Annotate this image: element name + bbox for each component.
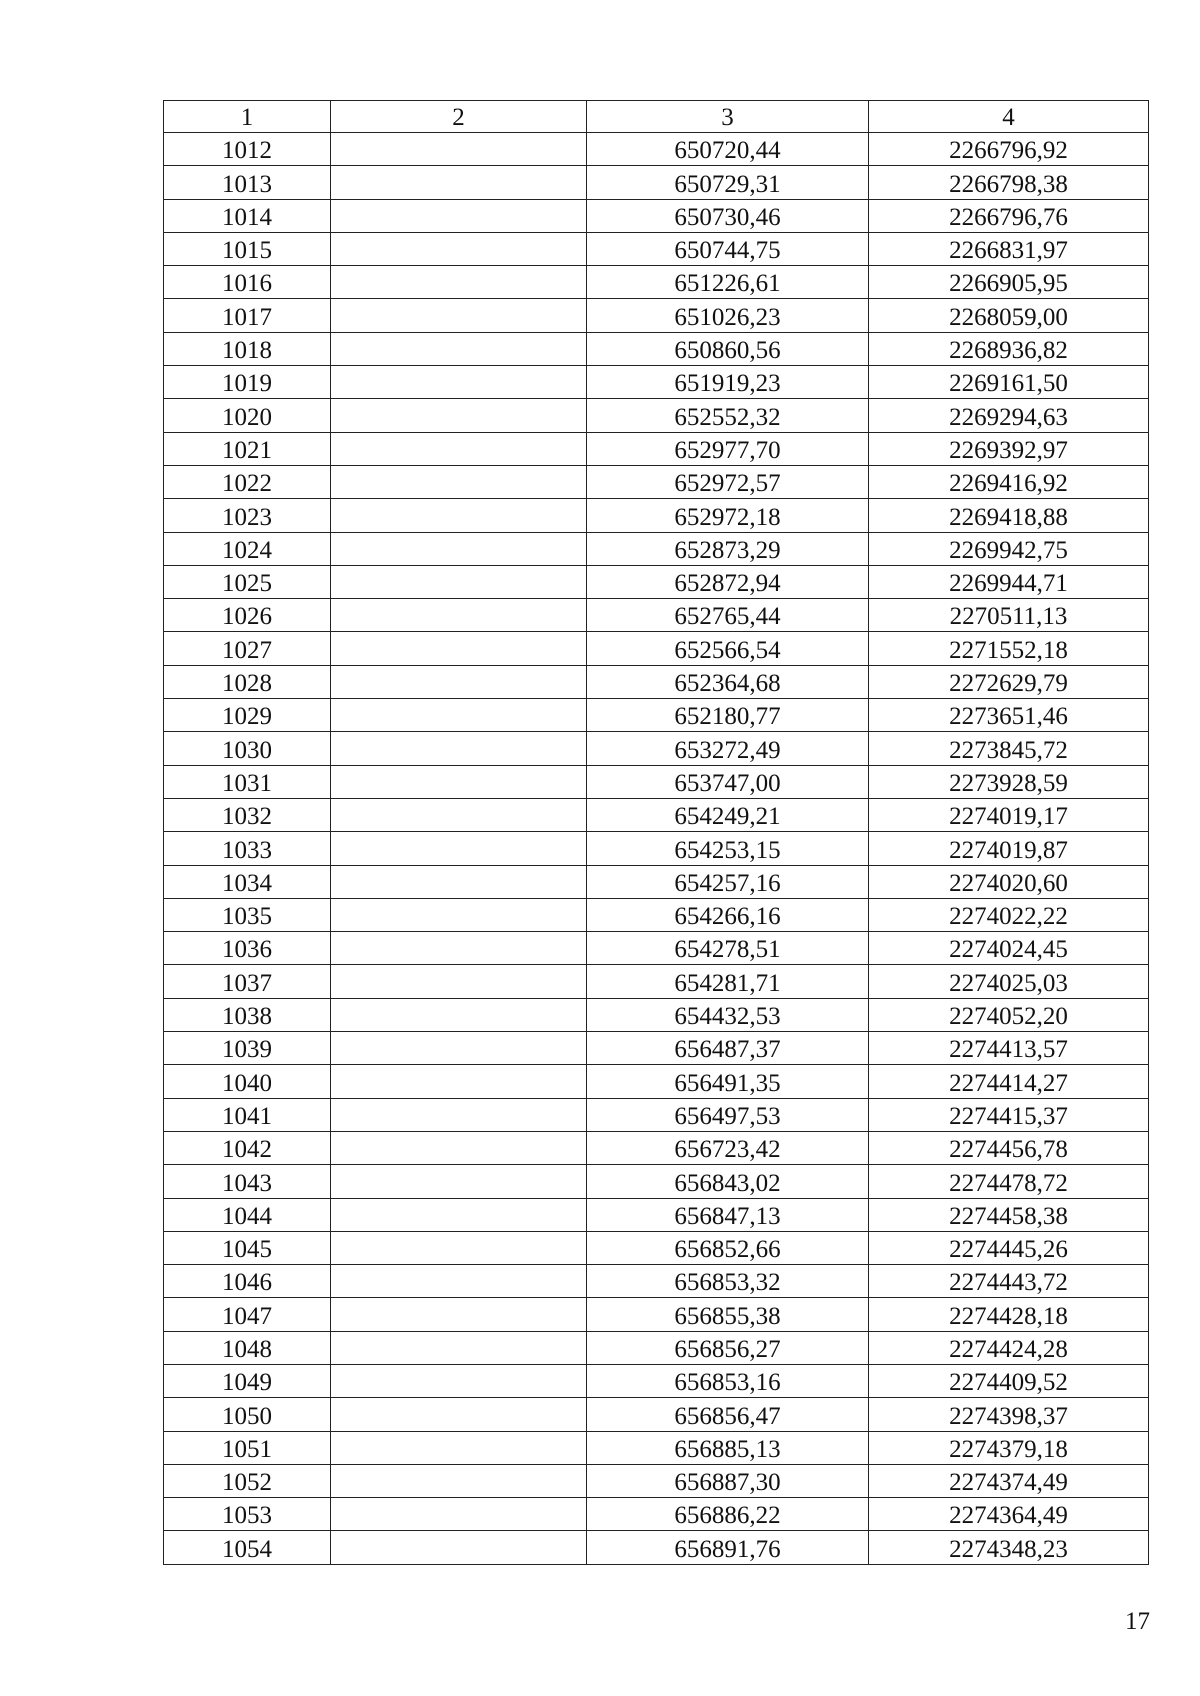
point-number-cell: 1031 (164, 765, 331, 798)
table-row (164, 465, 1149, 498)
x-coordinate-cell: 654257,16 (587, 865, 869, 898)
table-row (164, 632, 1149, 665)
y-coordinate-cell: 2270511,13 (869, 599, 1149, 632)
y-coordinate-cell: 2274409,52 (869, 1364, 1149, 1397)
table-row (164, 133, 1149, 166)
empty-cell (331, 898, 587, 931)
empty-cell (331, 565, 587, 598)
y-coordinate-cell: 2274456,78 (869, 1131, 1149, 1164)
header-row (164, 101, 1149, 133)
empty-cell (331, 1298, 587, 1331)
y-coordinate-cell: 2273928,59 (869, 765, 1149, 798)
page-number: 17 (1125, 1608, 1150, 1635)
x-coordinate-cell: 656497,53 (587, 1098, 869, 1131)
point-number-cell: 1052 (164, 1464, 331, 1497)
table-header (164, 101, 1149, 133)
x-coordinate-cell: 656487,37 (587, 1032, 869, 1065)
empty-cell (331, 299, 587, 332)
empty-cell (331, 1198, 587, 1231)
table-row (164, 1531, 1149, 1564)
x-coordinate-cell: 651919,23 (587, 366, 869, 399)
empty-cell (331, 832, 587, 865)
x-coordinate-cell: 654278,51 (587, 932, 869, 965)
x-coordinate-cell: 656887,30 (587, 1464, 869, 1497)
x-coordinate-cell: 654253,15 (587, 832, 869, 865)
x-coordinate-cell: 650729,31 (587, 166, 869, 199)
y-coordinate-cell: 2271552,18 (869, 632, 1149, 665)
point-number-cell: 1053 (164, 1498, 331, 1531)
y-coordinate-cell: 2269942,75 (869, 532, 1149, 565)
y-coordinate-cell: 2269161,50 (869, 366, 1149, 399)
x-coordinate-cell: 650860,56 (587, 332, 869, 365)
table-row (164, 1464, 1149, 1497)
column-header-2: 2 (331, 101, 587, 133)
point-number-cell: 1047 (164, 1298, 331, 1331)
empty-cell (331, 798, 587, 831)
point-number-cell: 1022 (164, 465, 331, 498)
x-coordinate-cell: 656491,35 (587, 1065, 869, 1098)
x-coordinate-cell: 656855,38 (587, 1298, 869, 1331)
y-coordinate-cell: 2274364,49 (869, 1498, 1149, 1531)
point-number-cell: 1018 (164, 332, 331, 365)
table-row (164, 798, 1149, 831)
table-row (164, 832, 1149, 865)
x-coordinate-cell: 652972,57 (587, 465, 869, 498)
point-number-cell: 1035 (164, 898, 331, 931)
x-coordinate-cell: 656843,02 (587, 1165, 869, 1198)
point-number-cell: 1040 (164, 1065, 331, 1098)
empty-cell (331, 332, 587, 365)
empty-cell (331, 199, 587, 232)
x-coordinate-cell: 656852,66 (587, 1231, 869, 1264)
x-coordinate-cell: 656723,42 (587, 1131, 869, 1164)
point-number-cell: 1046 (164, 1265, 331, 1298)
point-number-cell: 1033 (164, 832, 331, 865)
y-coordinate-cell: 2273651,46 (869, 699, 1149, 732)
y-coordinate-cell: 2274478,72 (869, 1165, 1149, 1198)
empty-cell (331, 532, 587, 565)
empty-cell (331, 998, 587, 1031)
y-coordinate-cell: 2266798,38 (869, 166, 1149, 199)
y-coordinate-cell: 2272629,79 (869, 665, 1149, 698)
y-coordinate-cell: 2274443,72 (869, 1265, 1149, 1298)
empty-cell (331, 665, 587, 698)
empty-cell (331, 1231, 587, 1264)
point-number-cell: 1049 (164, 1364, 331, 1397)
table-row (164, 1098, 1149, 1131)
y-coordinate-cell: 2274428,18 (869, 1298, 1149, 1331)
point-number-cell: 1043 (164, 1165, 331, 1198)
x-coordinate-cell: 653747,00 (587, 765, 869, 798)
empty-cell (331, 166, 587, 199)
x-coordinate-cell: 651026,23 (587, 299, 869, 332)
y-coordinate-cell: 2274415,37 (869, 1098, 1149, 1131)
point-number-cell: 1012 (164, 133, 331, 166)
point-number-cell: 1051 (164, 1431, 331, 1464)
point-number-cell: 1015 (164, 232, 331, 265)
table-row (164, 1298, 1149, 1331)
table-row (164, 199, 1149, 232)
empty-cell (331, 865, 587, 898)
table-row (164, 432, 1149, 465)
y-coordinate-cell: 2269418,88 (869, 499, 1149, 532)
table-row (164, 1431, 1149, 1464)
point-number-cell: 1020 (164, 399, 331, 432)
point-number-cell: 1036 (164, 932, 331, 965)
empty-cell (331, 432, 587, 465)
empty-cell (331, 1065, 587, 1098)
x-coordinate-cell: 652566,54 (587, 632, 869, 665)
y-coordinate-cell: 2274024,45 (869, 932, 1149, 965)
y-coordinate-cell: 2274019,87 (869, 832, 1149, 865)
y-coordinate-cell: 2274398,37 (869, 1398, 1149, 1431)
table-row (164, 932, 1149, 965)
y-coordinate-cell: 2269944,71 (869, 565, 1149, 598)
table-row (164, 1265, 1149, 1298)
y-coordinate-cell: 2274458,38 (869, 1198, 1149, 1231)
empty-cell (331, 1098, 587, 1131)
y-coordinate-cell: 2266796,92 (869, 133, 1149, 166)
y-coordinate-cell: 2269294,63 (869, 399, 1149, 432)
point-number-cell: 1041 (164, 1098, 331, 1131)
table-row (164, 299, 1149, 332)
table-row (164, 1364, 1149, 1397)
y-coordinate-cell: 2266905,95 (869, 266, 1149, 299)
x-coordinate-cell: 654281,71 (587, 965, 869, 998)
empty-cell (331, 1032, 587, 1065)
table-row (164, 565, 1149, 598)
point-number-cell: 1032 (164, 798, 331, 831)
y-coordinate-cell: 2269416,92 (869, 465, 1149, 498)
x-coordinate-cell: 652872,94 (587, 565, 869, 598)
point-number-cell: 1026 (164, 599, 331, 632)
table-row (164, 266, 1149, 299)
x-coordinate-cell: 650744,75 (587, 232, 869, 265)
coordinates-table (163, 100, 1149, 1565)
point-number-cell: 1029 (164, 699, 331, 732)
point-number-cell: 1023 (164, 499, 331, 532)
point-number-cell: 1013 (164, 166, 331, 199)
point-number-cell: 1024 (164, 532, 331, 565)
point-number-cell: 1021 (164, 432, 331, 465)
y-coordinate-cell: 2274414,27 (869, 1065, 1149, 1098)
x-coordinate-cell: 652552,32 (587, 399, 869, 432)
y-coordinate-cell: 2268936,82 (869, 332, 1149, 365)
y-coordinate-cell: 2274379,18 (869, 1431, 1149, 1464)
table-row (164, 366, 1149, 399)
table-row (164, 865, 1149, 898)
column-header-1: 1 (164, 101, 331, 133)
table-row (164, 232, 1149, 265)
empty-cell (331, 632, 587, 665)
x-coordinate-cell: 656856,27 (587, 1331, 869, 1364)
table-row (164, 732, 1149, 765)
table-row (164, 1032, 1149, 1065)
empty-cell (331, 699, 587, 732)
point-number-cell: 1028 (164, 665, 331, 698)
point-number-cell: 1017 (164, 299, 331, 332)
empty-cell (331, 232, 587, 265)
y-coordinate-cell: 2274374,49 (869, 1464, 1149, 1497)
empty-cell (331, 1531, 587, 1564)
table-row (164, 1231, 1149, 1264)
empty-cell (331, 366, 587, 399)
table-row (164, 665, 1149, 698)
empty-cell (331, 765, 587, 798)
table-row (164, 1131, 1149, 1164)
empty-cell (331, 1165, 587, 1198)
empty-cell (331, 1364, 587, 1397)
point-number-cell: 1038 (164, 998, 331, 1031)
empty-cell (331, 133, 587, 166)
y-coordinate-cell: 2274025,03 (869, 965, 1149, 998)
table-row (164, 499, 1149, 532)
empty-cell (331, 732, 587, 765)
empty-cell (331, 1131, 587, 1164)
table-row (164, 965, 1149, 998)
y-coordinate-cell: 2274348,23 (869, 1531, 1149, 1564)
x-coordinate-cell: 656856,47 (587, 1398, 869, 1431)
table-row (164, 765, 1149, 798)
x-coordinate-cell: 651226,61 (587, 266, 869, 299)
point-number-cell: 1044 (164, 1198, 331, 1231)
x-coordinate-cell: 656885,13 (587, 1431, 869, 1464)
y-coordinate-cell: 2268059,00 (869, 299, 1149, 332)
table-row (164, 166, 1149, 199)
point-number-cell: 1050 (164, 1398, 331, 1431)
table-row (164, 699, 1149, 732)
y-coordinate-cell: 2274019,17 (869, 798, 1149, 831)
y-coordinate-cell: 2266796,76 (869, 199, 1149, 232)
point-number-cell: 1016 (164, 266, 331, 299)
table-row (164, 1165, 1149, 1198)
x-coordinate-cell: 654266,16 (587, 898, 869, 931)
table-row (164, 332, 1149, 365)
x-coordinate-cell: 654432,53 (587, 998, 869, 1031)
column-header-4: 4 (869, 101, 1149, 133)
x-coordinate-cell: 654249,21 (587, 798, 869, 831)
x-coordinate-cell: 656853,32 (587, 1265, 869, 1298)
empty-cell (331, 266, 587, 299)
point-number-cell: 1019 (164, 366, 331, 399)
x-coordinate-cell: 656891,76 (587, 1531, 869, 1564)
x-coordinate-cell: 652873,29 (587, 532, 869, 565)
point-number-cell: 1030 (164, 732, 331, 765)
empty-cell (331, 499, 587, 532)
empty-cell (331, 1398, 587, 1431)
empty-cell (331, 1464, 587, 1497)
x-coordinate-cell: 656853,16 (587, 1364, 869, 1397)
x-coordinate-cell: 652972,18 (587, 499, 869, 532)
point-number-cell: 1039 (164, 1032, 331, 1065)
empty-cell (331, 465, 587, 498)
table-body (164, 133, 1149, 1565)
y-coordinate-cell: 2269392,97 (869, 432, 1149, 465)
y-coordinate-cell: 2266831,97 (869, 232, 1149, 265)
point-number-cell: 1045 (164, 1231, 331, 1264)
point-number-cell: 1034 (164, 865, 331, 898)
empty-cell (331, 1431, 587, 1464)
table-row (164, 1065, 1149, 1098)
point-number-cell: 1025 (164, 565, 331, 598)
x-coordinate-cell: 656886,22 (587, 1498, 869, 1531)
y-coordinate-cell: 2274052,20 (869, 998, 1149, 1031)
point-number-cell: 1027 (164, 632, 331, 665)
y-coordinate-cell: 2274424,28 (869, 1331, 1149, 1364)
empty-cell (331, 1498, 587, 1531)
y-coordinate-cell: 2274020,60 (869, 865, 1149, 898)
table-row (164, 998, 1149, 1031)
x-coordinate-cell: 650730,46 (587, 199, 869, 232)
column-header-3: 3 (587, 101, 869, 133)
empty-cell (331, 965, 587, 998)
empty-cell (331, 1331, 587, 1364)
x-coordinate-cell: 652765,44 (587, 599, 869, 632)
table-row (164, 399, 1149, 432)
table-row (164, 532, 1149, 565)
y-coordinate-cell: 2274445,26 (869, 1231, 1149, 1264)
point-number-cell: 1054 (164, 1531, 331, 1564)
x-coordinate-cell: 656847,13 (587, 1198, 869, 1231)
point-number-cell: 1014 (164, 199, 331, 232)
point-number-cell: 1037 (164, 965, 331, 998)
x-coordinate-cell: 653272,49 (587, 732, 869, 765)
y-coordinate-cell: 2274022,22 (869, 898, 1149, 931)
table-row (164, 898, 1149, 931)
empty-cell (331, 932, 587, 965)
x-coordinate-cell: 652364,68 (587, 665, 869, 698)
x-coordinate-cell: 650720,44 (587, 133, 869, 166)
table-row (164, 1331, 1149, 1364)
point-number-cell: 1048 (164, 1331, 331, 1364)
y-coordinate-cell: 2274413,57 (869, 1032, 1149, 1065)
empty-cell (331, 599, 587, 632)
x-coordinate-cell: 652977,70 (587, 432, 869, 465)
point-number-cell: 1042 (164, 1131, 331, 1164)
y-coordinate-cell: 2273845,72 (869, 732, 1149, 765)
table-row (164, 1398, 1149, 1431)
table-row (164, 1498, 1149, 1531)
empty-cell (331, 1265, 587, 1298)
table-row (164, 1198, 1149, 1231)
x-coordinate-cell: 652180,77 (587, 699, 869, 732)
table-row (164, 599, 1149, 632)
empty-cell (331, 399, 587, 432)
